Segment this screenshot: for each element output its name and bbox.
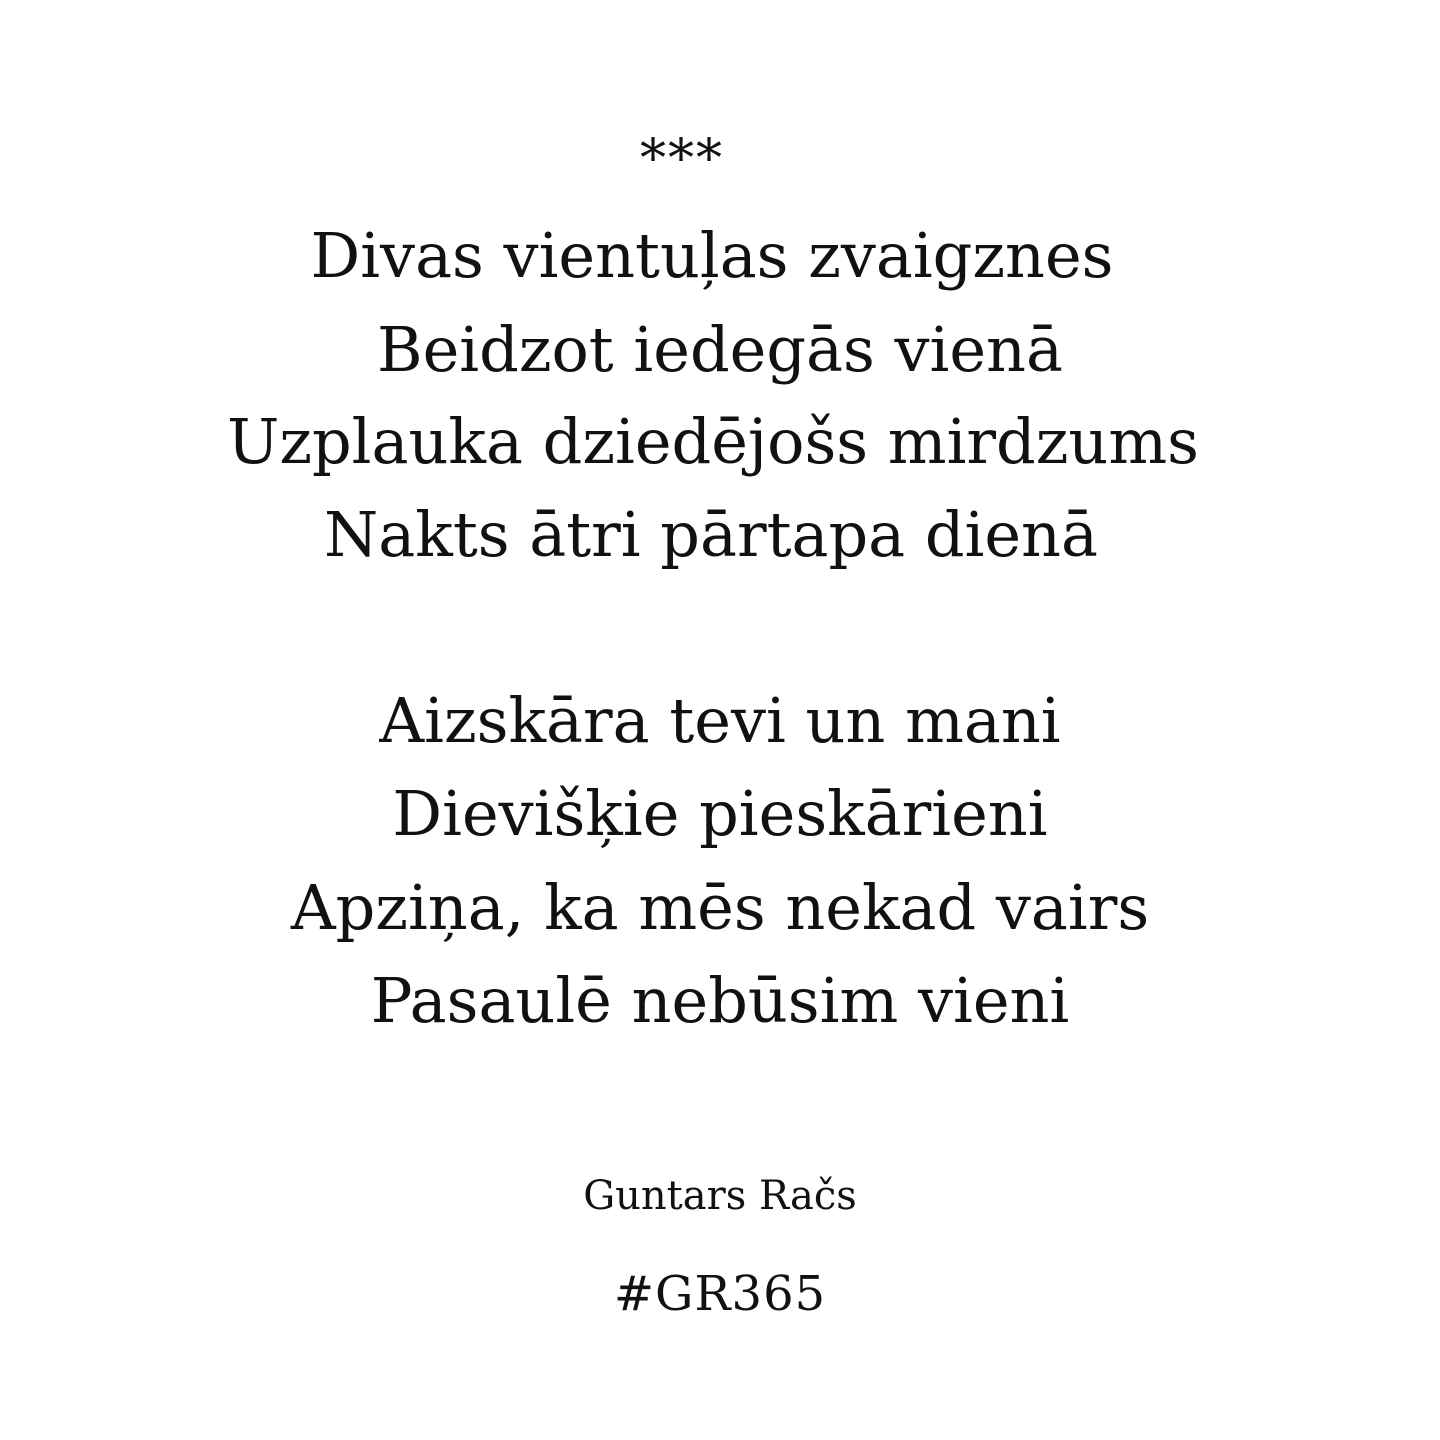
verse-line: Pasaulē nebūsim vieni: [370, 964, 1070, 1037]
verse-line: Divas vientuļas zvaigznes: [310, 219, 1114, 292]
verse-line: Aizskāra tevi un mani: [379, 684, 1061, 757]
poem-title: ***: [640, 129, 724, 189]
verse-line: Dievišķie pieskārieni: [392, 777, 1048, 850]
verse-line: Nakts ātri pārtapa dienā: [324, 498, 1098, 571]
verse-line: Uzplauka dziedējošs mirdzums: [227, 405, 1199, 478]
hashtag: #GR365: [613, 1266, 827, 1322]
verse-line: Beidzot iedegās vienā: [377, 313, 1063, 386]
verse-line: Apziņa, ka mēs nekad vairs: [290, 871, 1150, 944]
author-name: Guntars Račs: [583, 1173, 857, 1219]
